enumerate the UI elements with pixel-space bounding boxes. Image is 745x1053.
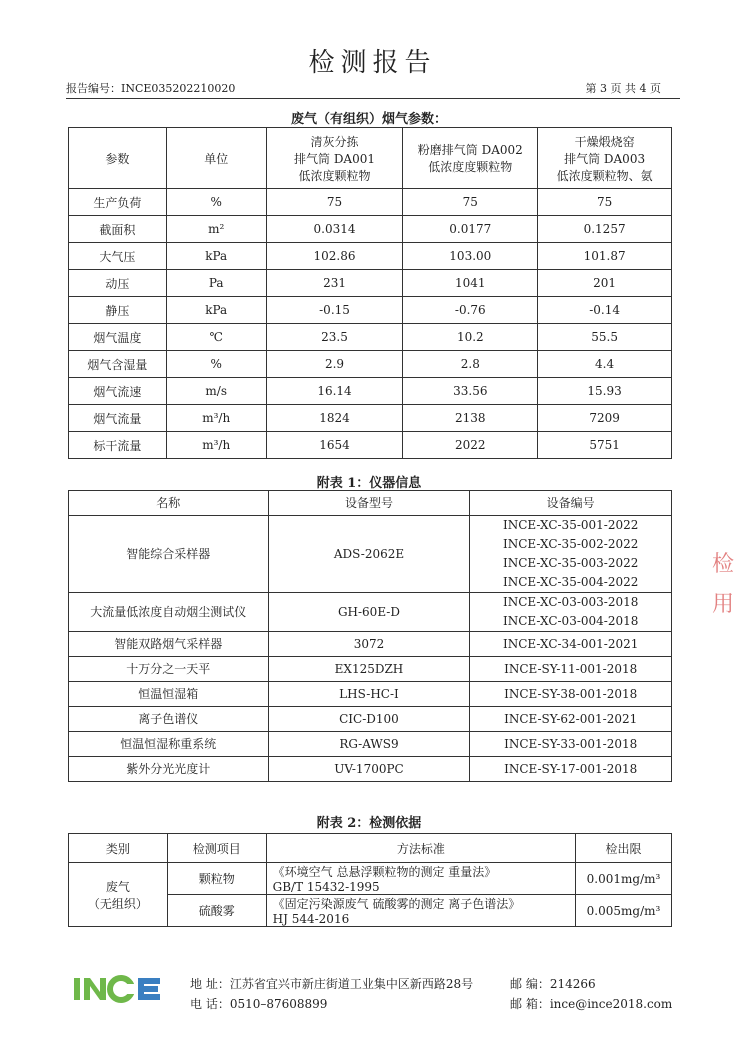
table-row: [69, 732, 672, 757]
footer-email: 邮 箱：ince@ince2018.com: [510, 997, 673, 1011]
table-cell: 截面积: [69, 216, 167, 243]
table-cell: 2138: [403, 405, 538, 432]
table-cell: 恒温恒湿箱: [69, 682, 269, 707]
table-cell: 3072: [268, 632, 470, 657]
table-cell: 55.5: [538, 324, 672, 351]
table-cell: -0.76: [403, 297, 538, 324]
header-cell: 干燥煅烧窑 排气筒 DA003 低浓度颗粒物、氨: [538, 128, 672, 189]
header-cell: 方法标准: [266, 834, 575, 863]
header-cell: 参数: [69, 128, 167, 189]
table-row: [69, 405, 672, 432]
table-row: [69, 324, 672, 351]
table-row: [69, 863, 672, 895]
header-cell: 名称: [69, 491, 269, 516]
table-cell: 75: [266, 189, 403, 216]
table-cell: ℃: [166, 324, 266, 351]
table-cell: 烟气温度: [69, 324, 167, 351]
table-row: [69, 516, 672, 593]
header-cell: 单位: [166, 128, 266, 189]
footer-address: 地 址：江苏省宜兴市新庄街道工业集中区新西路28号: [190, 977, 474, 991]
table-cell: -0.15: [266, 297, 403, 324]
table-cell: m³/h: [166, 405, 266, 432]
header-cell: 设备编号: [470, 491, 672, 516]
table-row: [69, 682, 672, 707]
table-row: [69, 270, 672, 297]
table-cell: 烟气流速: [69, 378, 167, 405]
table-row: [69, 707, 672, 732]
table-cell: 生产负荷: [69, 189, 167, 216]
table3-caption: 附表 2：检测依据: [316, 816, 422, 831]
header-cell: 清灰分拣 排气筒 DA001 低浓度颗粒物: [266, 128, 403, 189]
table-cell: 标干流量: [69, 432, 167, 459]
method-table: [68, 833, 672, 927]
table-cell: INCE-SY-33-001-2018: [470, 732, 672, 757]
table-row: [69, 351, 672, 378]
table-cell: 1654: [266, 432, 403, 459]
table-cell: 烟气流量: [69, 405, 167, 432]
table-cell: 静压: [69, 297, 167, 324]
table-cell: ADS-2062E: [268, 516, 470, 593]
table-cell: 0.001mg/m³: [576, 863, 672, 895]
table-cell: CIC-D100: [268, 707, 470, 732]
table-cell: 硫酸雾: [167, 895, 266, 927]
table-cell: 2.9: [266, 351, 403, 378]
header-divider: [66, 98, 680, 99]
table-row: [69, 632, 672, 657]
table-cell: 2022: [403, 432, 538, 459]
table-cell: RG-AWS9: [268, 732, 470, 757]
table-row: [69, 432, 672, 459]
table-row: [69, 216, 672, 243]
table-cell: 16.14: [266, 378, 403, 405]
table-cell: 33.56: [403, 378, 538, 405]
table-cell: GH-60E-D: [268, 593, 470, 632]
table-cell: 动压: [69, 270, 167, 297]
table-cell: %: [166, 351, 266, 378]
header-cell: 检测项目: [167, 834, 266, 863]
footer-row-1: [190, 975, 690, 992]
table-cell: INCE-SY-11-001-2018: [470, 657, 672, 682]
instrument-table: [68, 490, 672, 782]
report-number: 报告编号：INCE035202210020: [66, 82, 236, 95]
table-cell: 5751: [538, 432, 672, 459]
ince-logo: [74, 972, 164, 1006]
table-cell: -0.14: [538, 297, 672, 324]
table-cell: INCE-SY-62-001-2021: [470, 707, 672, 732]
table-cell: 0.0177: [403, 216, 538, 243]
footer-phone: 电 话：0510–87608899: [190, 997, 328, 1011]
table-cell: 4.4: [538, 351, 672, 378]
table-cell: m/s: [166, 378, 266, 405]
table-cell: UV-1700PC: [268, 757, 470, 782]
table2-caption: 附表 1：仪器信息: [316, 476, 422, 491]
table-cell: 23.5: [266, 324, 403, 351]
table-cell: 2.8: [403, 351, 538, 378]
method-cell: 《固定污染源废气 硫酸雾的测定 离子色谱法》 HJ 544-2016: [266, 895, 575, 927]
footer-postcode: 邮 编：214266: [510, 977, 596, 991]
table-cell: kPa: [166, 297, 266, 324]
table-cell: 烟气含湿量: [69, 351, 167, 378]
table-row: [69, 657, 672, 682]
table-cell: INCE-XC-35-001-2022 INCE-XC-35-002-2022 INCE-XC-35-003-2022 INCE-XC-35-004-2022: [470, 516, 672, 593]
table-cell: 0.0314: [266, 216, 403, 243]
table-cell: 231: [266, 270, 403, 297]
table-cell: 0.1257: [538, 216, 672, 243]
table-cell: 恒温恒湿称重系统: [69, 732, 269, 757]
header-cell: 类别: [69, 834, 168, 863]
table-row: [69, 593, 672, 632]
table-header-row: [69, 834, 672, 863]
table-cell: 75: [403, 189, 538, 216]
table-cell: 1041: [403, 270, 538, 297]
table-cell: 201: [538, 270, 672, 297]
table-cell: 智能双路烟气采样器: [69, 632, 269, 657]
table-row: [69, 243, 672, 270]
footer-row-2: [190, 995, 690, 1012]
table-cell: 紫外分光光度计: [69, 757, 269, 782]
table-cell: 十万分之一天平: [69, 657, 269, 682]
table-cell: 75: [538, 189, 672, 216]
table-cell: 102.86: [266, 243, 403, 270]
table1-caption: 废气（有组织）烟气参数：: [290, 112, 447, 127]
table-cell: m²: [166, 216, 266, 243]
table-cell: 颗粒物: [167, 863, 266, 895]
report-title: 检测报告: [308, 48, 437, 78]
method-cell: 《环境空气 总悬浮颗粒物的测定 重量法》 GB/T 15432-1995: [266, 863, 575, 895]
table-cell: LHS-HC-I: [268, 682, 470, 707]
table-cell: 101.87: [538, 243, 672, 270]
page-number: 第 3 页 共 4 页: [585, 82, 661, 95]
category-cell: 废气 （无组织）: [69, 863, 168, 927]
header-cell: 粉磨排气筒 DA002 低浓度度颗粒物: [403, 128, 538, 189]
table-cell: EX125DZH: [268, 657, 470, 682]
table-cell: 智能综合采样器: [69, 516, 269, 593]
table-cell: 0.005mg/m³: [576, 895, 672, 927]
table-cell: 15.93: [538, 378, 672, 405]
seal-stamp: 检 用: [712, 552, 735, 617]
table-cell: 离子色谱仪: [69, 707, 269, 732]
table-cell: 大流量低浓度自动烟尘测试仪: [69, 593, 269, 632]
table-cell: 7209: [538, 405, 672, 432]
table-row: [69, 378, 672, 405]
flue-gas-table: [68, 127, 672, 459]
header-cell: 检出限: [576, 834, 672, 863]
table-cell: INCE-XC-34-001-2021: [470, 632, 672, 657]
header-cell: 设备型号: [268, 491, 470, 516]
table-cell: INCE-SY-17-001-2018: [470, 757, 672, 782]
table-header-row: [69, 491, 672, 516]
table-cell: %: [166, 189, 266, 216]
table-cell: INCE-SY-38-001-2018: [470, 682, 672, 707]
table-cell: INCE-XC-03-003-2018 INCE-XC-03-004-2018: [470, 593, 672, 632]
table-cell: m³/h: [166, 432, 266, 459]
table-row: [69, 189, 672, 216]
table-cell: 1824: [266, 405, 403, 432]
table-cell: 103.00: [403, 243, 538, 270]
table-row: [69, 757, 672, 782]
table-header-row: [69, 128, 672, 189]
table-cell: 10.2: [403, 324, 538, 351]
table-cell: Pa: [166, 270, 266, 297]
table-cell: kPa: [166, 243, 266, 270]
table-cell: 大气压: [69, 243, 167, 270]
table-row: [69, 297, 672, 324]
